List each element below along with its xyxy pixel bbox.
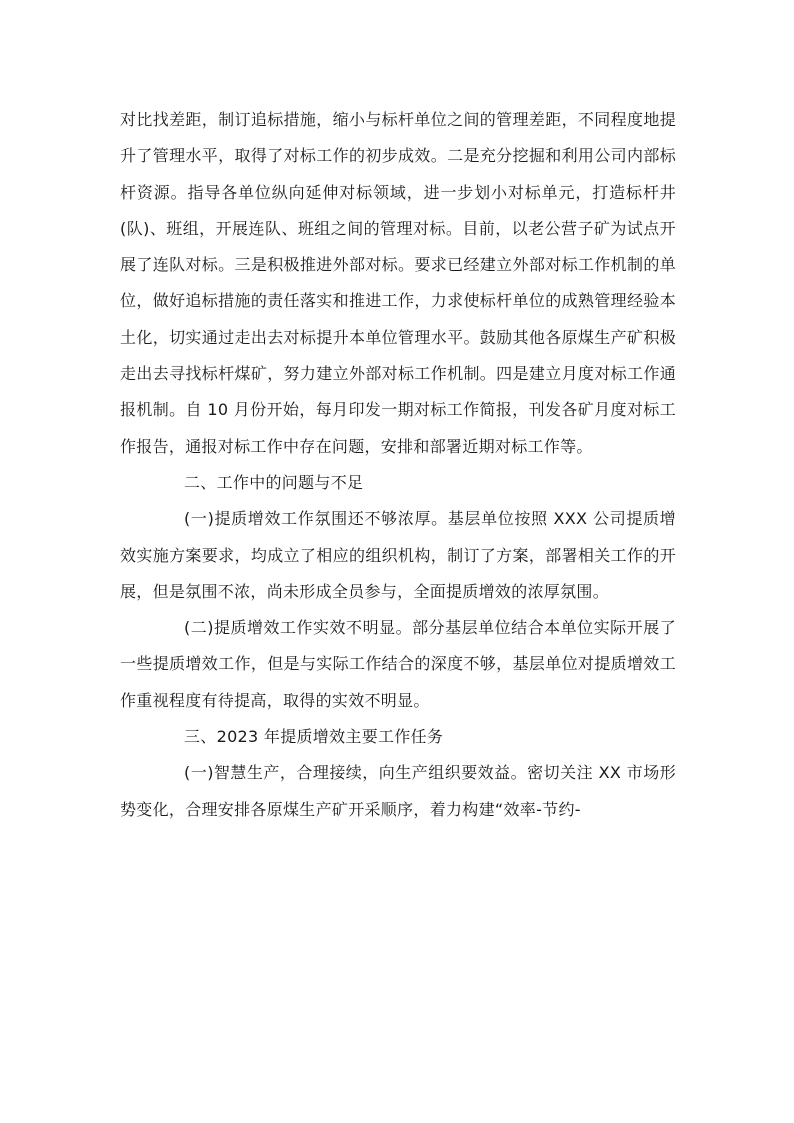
document-body bbox=[120, 102, 676, 828]
paragraph-smart-production: (一)智慧生产，合理接续，向生产组织要效益。密切关注 XX 市场形势变化，合理安排各原煤生产矿开采顺序，着力构建“效率-节约- bbox=[120, 763, 676, 819]
paragraph-benchmarking-summary: 对比找差距，制订追标措施，缩小与标杆单位之间的管理差距，不同程度地提升了管理水平，取得了对标工作的初步成效。二是充分挖掘和利用公司内部标杆资源。指导各单位纵向延伸对标领域，进一步划小对标单元，打造标杆井(队)、班组，开展连队、班组之间的管理对标。目前，以老公营子矿为试点开展了连队对标。三是积极推进外部对标。要求已经建立外部对标工作机制的单位，做好追标措施的责任落实和推进工作，力求使标杆单位的成熟管理经验本土化，切实通过走出去对标提升本单位管理水平。鼓励其他各原煤生产矿积极走出去寻找标杆煤矿，努力建立外部对标工作机制。四是建立月度对标工作通报机制。自 10 月份开始，每月印发一期对标工作简报，刊发各矿月度对标工作报告，通报对标工作中存在问题，安排和部署近期对标工作等。 bbox=[120, 110, 676, 456]
paragraph-problem-effectiveness: (二)提质增效工作实效不明显。部分基层单位结合本单位实际开展了一些提质增效工作，但是与实际工作结合的深度不够，基层单位对提质增效工作重视程度有待提高，取得的实效不明显。 bbox=[120, 618, 676, 710]
section-heading-2023-tasks: 三、2023 年提质增效主要工作任务 bbox=[184, 727, 444, 747]
paragraph-problem-atmosphere: (一)提质增效工作氛围还不够浓厚。基层单位按照 XXX 公司提质增效实施方案要求，均成立了相应的组织机构，制订了方案，部署相关工作的开展，但是氛围不浓，尚未形成全员参与，全面提质增效的浓厚氛围。 bbox=[120, 509, 676, 601]
section-heading-problems: 二、工作中的问题与不足 bbox=[184, 472, 364, 492]
